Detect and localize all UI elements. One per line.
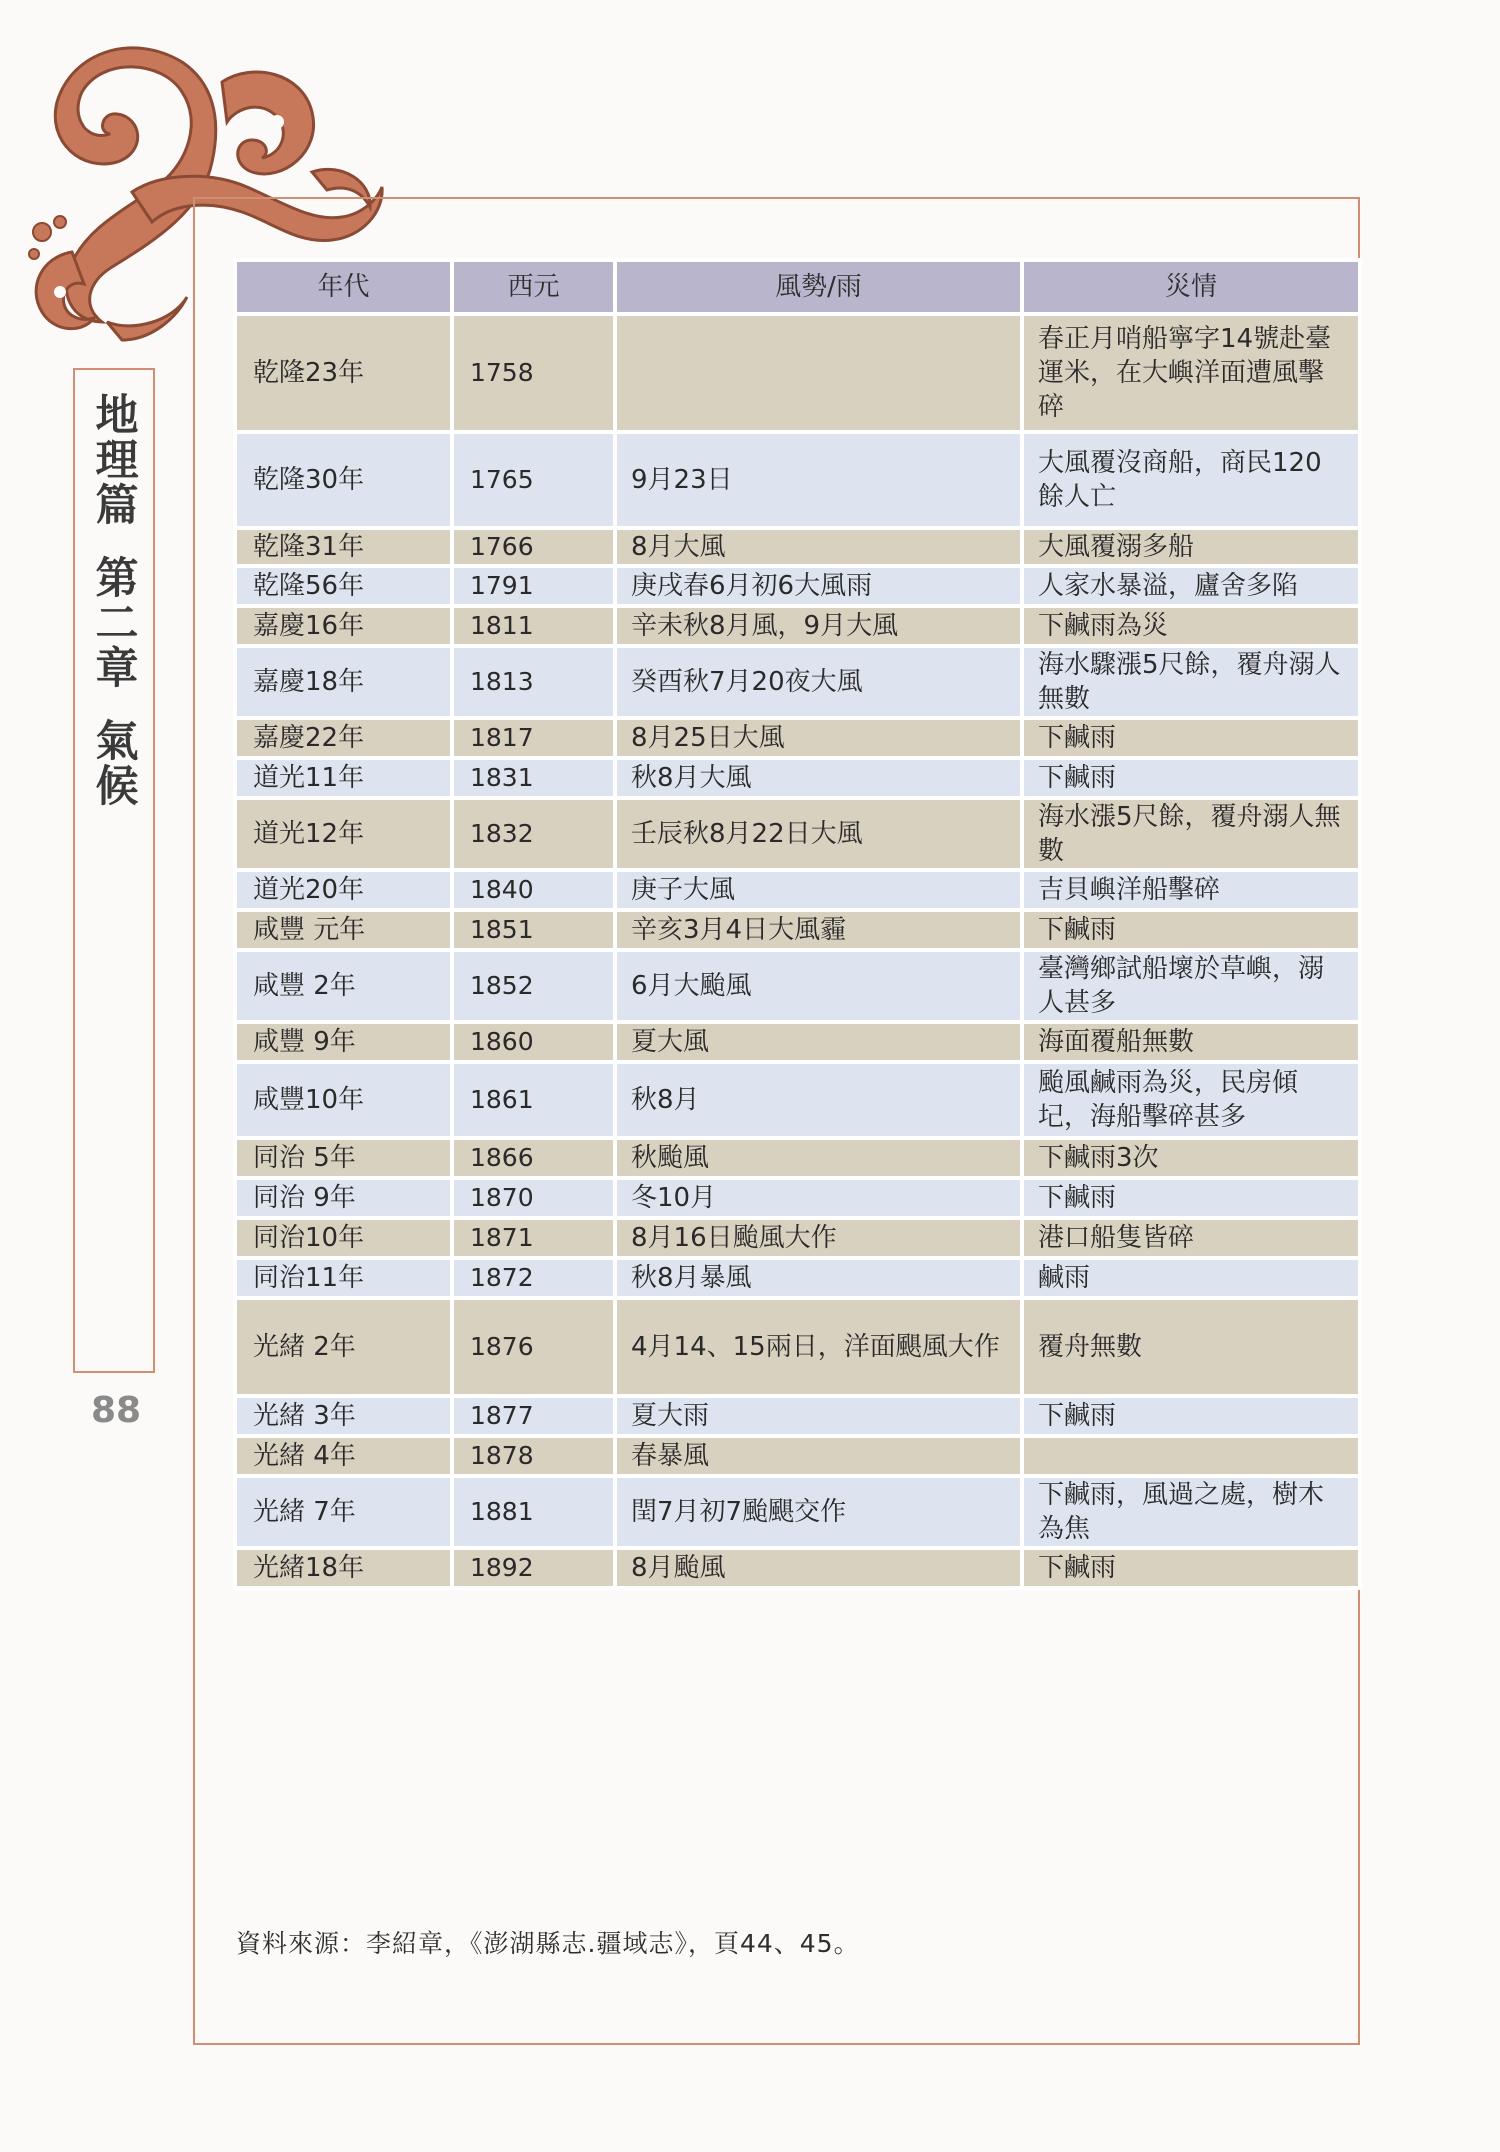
era-cell: 乾隆23年 — [235, 314, 452, 432]
wind-rain-cell: 9月23日 — [615, 432, 1022, 528]
wind-rain-cell: 冬10月 — [615, 1178, 1022, 1218]
table-row — [235, 1022, 1360, 1062]
damage-cell: 下鹹雨 — [1022, 1396, 1360, 1436]
table-row — [235, 910, 1360, 950]
header-era: 年代 — [235, 260, 452, 314]
year-cell: 1817 — [452, 718, 615, 758]
era-cell: 同治 5年 — [235, 1138, 452, 1178]
header-damage: 災情 — [1022, 260, 1360, 314]
damage-cell: 大風覆沒商船，商民120餘人亡 — [1022, 432, 1360, 528]
damage-cell: 春正月哨船寧字14號赴臺運米，在大嶼洋面遭風擊碎 — [1022, 314, 1360, 432]
wind-rain-cell: 8月16日颱風大作 — [615, 1218, 1022, 1258]
table-row — [235, 1258, 1360, 1298]
era-cell: 咸豐 9年 — [235, 1022, 452, 1062]
era-cell: 同治11年 — [235, 1258, 452, 1298]
damage-cell: 下鹹雨 — [1022, 1178, 1360, 1218]
damage-cell: 下鹹雨 — [1022, 718, 1360, 758]
table-row — [235, 432, 1360, 528]
wind-rain-cell: 8月大風 — [615, 528, 1022, 566]
year-cell: 1832 — [452, 798, 615, 870]
damage-cell: 人家水暴溢，廬舍多陷 — [1022, 566, 1360, 606]
wind-rain-cell: 癸酉秋7月20夜大風 — [615, 646, 1022, 718]
year-cell: 1811 — [452, 606, 615, 646]
era-cell: 乾隆31年 — [235, 528, 452, 566]
year-cell: 1860 — [452, 1022, 615, 1062]
year-cell: 1872 — [452, 1258, 615, 1298]
year-cell: 1877 — [452, 1396, 615, 1436]
wind-rain-cell: 8月颱風 — [615, 1548, 1022, 1588]
table-row — [235, 798, 1360, 870]
wind-rain-cell: 6月大颱風 — [615, 950, 1022, 1022]
table-row — [235, 1178, 1360, 1218]
damage-cell: 吉貝嶼洋船擊碎 — [1022, 870, 1360, 910]
table-row — [235, 1218, 1360, 1258]
table-row — [235, 870, 1360, 910]
damage-cell: 港口船隻皆碎 — [1022, 1218, 1360, 1258]
year-cell: 1831 — [452, 758, 615, 798]
table-row — [235, 1298, 1360, 1396]
wind-rain-cell: 秋8月 — [615, 1062, 1022, 1138]
page-number: 88 — [90, 1390, 142, 1431]
table-row — [235, 1476, 1360, 1548]
era-cell: 光緒 3年 — [235, 1396, 452, 1436]
table-row — [235, 314, 1360, 432]
wind-rain-cell: 庚戌春6月初6大風雨 — [615, 566, 1022, 606]
wind-rain-cell: 辛未秋8月風，9月大風 — [615, 606, 1022, 646]
table-row — [235, 566, 1360, 606]
table-row — [235, 718, 1360, 758]
year-cell: 1881 — [452, 1476, 615, 1548]
era-cell: 同治10年 — [235, 1218, 452, 1258]
table-row — [235, 1436, 1360, 1476]
damage-cell: 下鹹雨 — [1022, 1548, 1360, 1588]
era-cell: 嘉慶18年 — [235, 646, 452, 718]
chapter-title — [75, 392, 153, 808]
damage-cell: 下鹹雨 — [1022, 758, 1360, 798]
wind-rain-cell: 壬辰秋8月22日大風 — [615, 798, 1022, 870]
damage-cell: 海水漲5尺餘，覆舟溺人無數 — [1022, 798, 1360, 870]
wind-rain-cell: 夏大雨 — [615, 1396, 1022, 1436]
year-cell: 1813 — [452, 646, 615, 718]
wind-rain-cell: 8月25日大風 — [615, 718, 1022, 758]
year-cell: 1861 — [452, 1062, 615, 1138]
wind-rain-cell: 春暴風 — [615, 1436, 1022, 1476]
table-header-row — [235, 260, 1360, 314]
damage-cell: 覆舟無數 — [1022, 1298, 1360, 1396]
table-row — [235, 950, 1360, 1022]
damage-cell: 大風覆溺多船 — [1022, 528, 1360, 566]
table-row — [235, 1062, 1360, 1138]
era-cell: 咸豐10年 — [235, 1062, 452, 1138]
year-cell: 1866 — [452, 1138, 615, 1178]
year-cell: 1870 — [452, 1178, 615, 1218]
wind-rain-cell: 辛亥3月4日大風霾 — [615, 910, 1022, 950]
damage-cell: 下鹹雨為災 — [1022, 606, 1360, 646]
table-row — [235, 1396, 1360, 1436]
era-cell: 咸豐 元年 — [235, 910, 452, 950]
era-cell: 道光11年 — [235, 758, 452, 798]
wind-rain-cell: 秋颱風 — [615, 1138, 1022, 1178]
wind-rain-cell: 4月14、15兩日，洋面颶風大作 — [615, 1298, 1022, 1396]
typhoon-disaster-table — [233, 258, 1358, 1590]
wind-rain-cell — [615, 314, 1022, 432]
topic-label: 氣候 — [88, 718, 139, 808]
part-label: 地理篇 — [88, 392, 139, 527]
era-cell: 同治 9年 — [235, 1178, 452, 1218]
table-row — [235, 1138, 1360, 1178]
damage-cell: 下鹹雨，風過之處，樹木為焦 — [1022, 1476, 1360, 1548]
damage-cell: 臺灣鄉試船壞於草嶼，溺人甚多 — [1022, 950, 1360, 1022]
chapter-label: 第二章 — [88, 555, 139, 690]
year-cell: 1851 — [452, 910, 615, 950]
year-cell: 1852 — [452, 950, 615, 1022]
era-cell: 道光20年 — [235, 870, 452, 910]
source-note: 資料來源：李紹章，《澎湖縣志.疆域志》，頁44、45。 — [236, 1929, 860, 1958]
header-wind-rain: 風勢/雨 — [615, 260, 1022, 314]
year-cell: 1876 — [452, 1298, 615, 1396]
data-table — [233, 258, 1362, 1590]
table-row — [235, 606, 1360, 646]
year-cell: 1892 — [452, 1548, 615, 1588]
damage-cell: 颱風鹹雨為災，民房傾圮，海船擊碎甚多 — [1022, 1062, 1360, 1138]
damage-cell: 下鹹雨 — [1022, 910, 1360, 950]
year-cell: 1766 — [452, 528, 615, 566]
damage-cell — [1022, 1436, 1360, 1476]
wind-rain-cell: 庚子大風 — [615, 870, 1022, 910]
wind-rain-cell: 夏大風 — [615, 1022, 1022, 1062]
chapter-sidebar — [73, 368, 155, 1373]
year-cell: 1878 — [452, 1436, 615, 1476]
year-cell: 1791 — [452, 566, 615, 606]
era-cell: 光緒18年 — [235, 1548, 452, 1588]
year-cell: 1840 — [452, 870, 615, 910]
era-cell: 嘉慶22年 — [235, 718, 452, 758]
year-cell: 1871 — [452, 1218, 615, 1258]
table-row — [235, 528, 1360, 566]
table-row — [235, 758, 1360, 798]
table-row — [235, 646, 1360, 718]
header-year: 西元 — [452, 260, 615, 314]
era-cell: 乾隆30年 — [235, 432, 452, 528]
table-row — [235, 1548, 1360, 1588]
year-cell: 1758 — [452, 314, 615, 432]
wind-rain-cell: 閏7月初7颱颶交作 — [615, 1476, 1022, 1548]
damage-cell: 下鹹雨3次 — [1022, 1138, 1360, 1178]
era-cell: 嘉慶16年 — [235, 606, 452, 646]
era-cell: 光緒 2年 — [235, 1298, 452, 1396]
damage-cell: 海面覆船無數 — [1022, 1022, 1360, 1062]
era-cell: 咸豐 2年 — [235, 950, 452, 1022]
damage-cell: 鹹雨 — [1022, 1258, 1360, 1298]
era-cell: 光緒 4年 — [235, 1436, 452, 1476]
damage-cell: 海水驟漲5尺餘，覆舟溺人無數 — [1022, 646, 1360, 718]
era-cell: 道光12年 — [235, 798, 452, 870]
wind-rain-cell: 秋8月暴風 — [615, 1258, 1022, 1298]
era-cell: 乾隆56年 — [235, 566, 452, 606]
era-cell: 光緒 7年 — [235, 1476, 452, 1548]
year-cell: 1765 — [452, 432, 615, 528]
wind-rain-cell: 秋8月大風 — [615, 758, 1022, 798]
table-body — [235, 314, 1360, 1588]
